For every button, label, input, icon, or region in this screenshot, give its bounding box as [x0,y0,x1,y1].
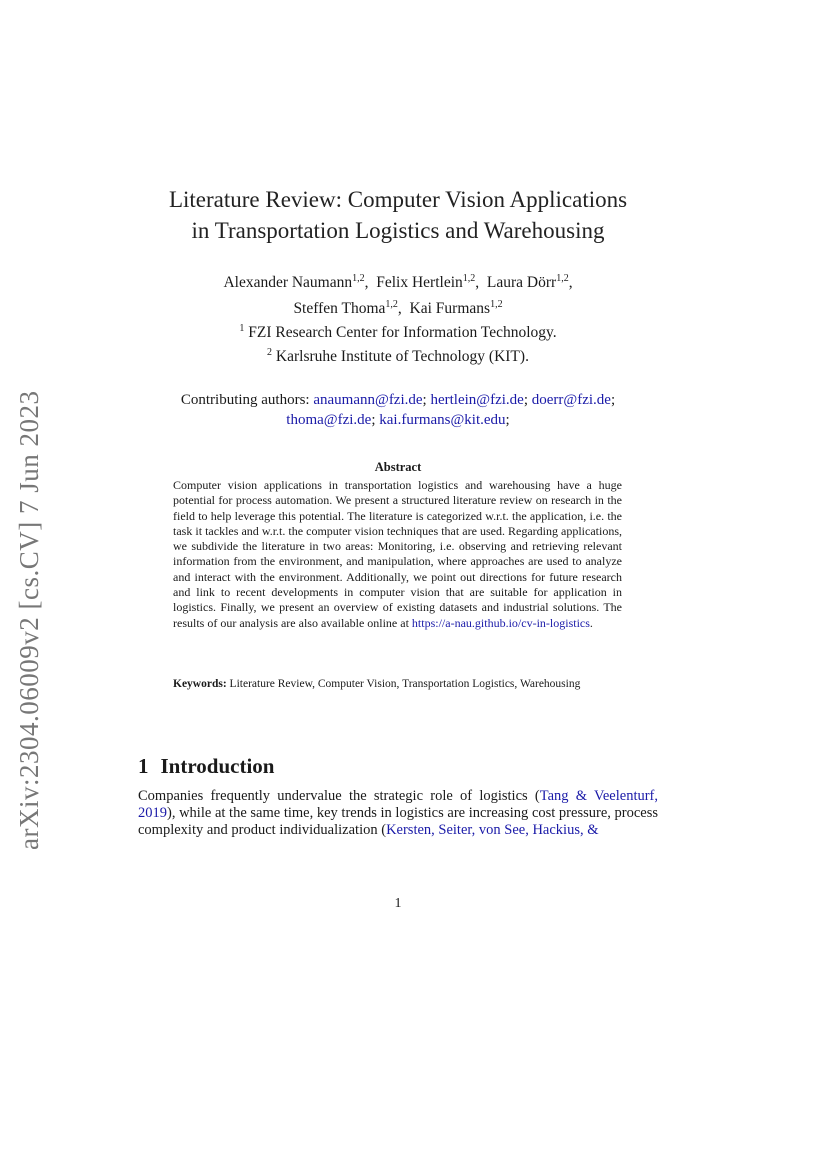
intro-paragraph [138,788,658,839]
affiliation-text: FZI Research Center for Information Technology. [248,324,557,342]
abstract-heading: Abstract [374,460,422,474]
authors-line-2: Steffen Thoma$^{1,2}$, Kai Furmans$^{1,2}$ [293,299,503,318]
intro-text: Companies frequently undervalue the strategic role of logistics ( [138,788,540,804]
arxiv-identifier-stamp: arXiv:2304.06009v2 [cs.CV] 7 Jun 2023 [14,390,44,850]
author-affiliation-mark: 1,2 [490,299,503,311]
keywords [173,677,622,692]
author-name: Kai Furmans [409,300,491,318]
email-link[interactable]: kai.furmans@kit.edu [379,412,506,428]
intro-text: ), while at the same time, key trends in logistics are increasing cost pressure, process complexity and product individualization ( [138,805,658,838]
affiliation-mark: 2 [267,347,273,359]
affiliation-list [100,319,696,367]
paper-title [100,184,696,246]
citation-link[interactable]: Tang & Veelenturf, 2019 [138,788,659,821]
author-affiliation-mark: 1,2 [556,273,569,284]
email-link[interactable]: thoma@fzi.de [286,412,372,428]
title-line-1: Literature Review: Computer Vision Applications [168,187,628,212]
affiliation-text: Karlsruhe Institute of Technology (KIT). [275,348,529,366]
project-link[interactable]: https://a-nau.github.io/cv-in-logistics [411,615,590,630]
citation-link[interactable]: Kersten, Seiter, von See, Hackius, & [386,822,599,838]
abstract-text: Computer vision applications in transportation logistics and warehousing have a huge potential for process automation. We present a structured literature review on research in the field to help leverage this potential. The literature is categorized w.r.t. the application, i.e. the task it tackles and w.r.t. the computer vision techniques that are used. Regarding applications, we subdivide the literature in two areas: Monitoring, i.e. observing and retrieving relevant information from the environment, and manipulation, where approaches are used to analyze and interact with the environment. Additionally, we point out directions for future research and link to recent developments in computer vision that are suitable for application in logistics. Finally, we present an overview of existing datasets and industrial solutions. The results of our analysis are also available online at [173,478,622,630]
author-list [100,268,696,320]
affiliation-mark: 1 [239,323,245,334]
affiliation [100,319,696,343]
authors-line-1: Alexander Naumann$^{1,2}$, Felix Hertlein$^{1,2}$, Laura Dörr$^{1,2}$, [223,273,573,292]
contributing-label: Contributing authors: [180,392,310,408]
section-title: Introduction [160,754,275,778]
author-affiliation-mark: 1,2 [352,273,365,284]
title-line-2: in Transportation Logistics and Warehousing [191,218,605,243]
abstract-body: Computer vision applications in transportation logistics and warehousing have a huge potential for process automation. We present a structured literature review on research in the field to help leverage this potential. The literature is categorized w.r.t. the application, i.e. the task it tackles and w.r.t. the computer vision techniques that are used. Regarding applications, we subdivide the literature in two areas: Monitoring, i.e. observing and retrieving relevant information from the environment, and manipulation, where approaches are used to analyze and interact with the environment. Additionally, we point out directions for future research and link to recent developments in computer vision that are suitable for application in logistics. Finally, we present an overview of existing datasets and industrial solutions. The results of our analysis are also available online at https://a-nau.github.io/cv-in-logistics. [173,478,622,630]
email-link[interactable]: doerr@fzi.de [531,392,611,408]
email-link[interactable]: anaumann@fzi.de [313,392,423,408]
keywords-label: Keywords: [173,678,227,690]
page-number: 1 [394,896,402,911]
author-name: Alexander Naumann [223,274,353,292]
contributing-authors: Contributing authors: anaumann@fzi.de; hertlein@fzi.de; doerr@fzi.de; thoma@fzi.de; kai.furmans@kit.edu; [180,392,616,428]
author-affiliation-mark: 1,2 [385,299,398,311]
author-name: Steffen Thoma [293,300,386,318]
keywords-text: Literature Review, Computer Vision, Transportation Logistics, Warehousing [229,678,581,690]
email-link[interactable]: hertlein@fzi.de [430,392,524,408]
affiliation [100,343,696,367]
author-affiliation-mark: 1,2 [462,273,476,284]
section-heading [138,754,274,779]
author-name: Felix Hertlein [376,274,463,292]
section-number: 1 [138,754,149,778]
author-name: Laura Dörr [486,274,557,292]
